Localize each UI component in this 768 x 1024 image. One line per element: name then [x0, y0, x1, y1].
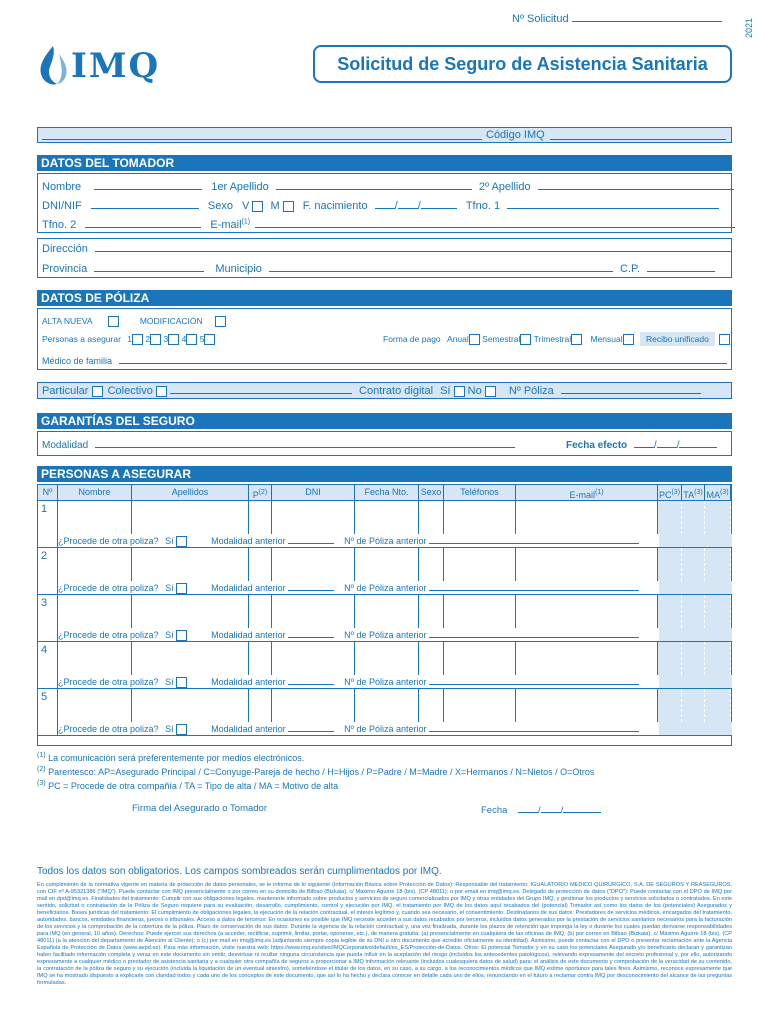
- personas-cell[interactable]: [705, 548, 731, 581]
- direccion-field[interactable]: [95, 242, 731, 252]
- semestral-label: Semestral: [482, 334, 521, 344]
- personas-cell[interactable]: [272, 689, 355, 722]
- page-title: Solicitud de Seguro de Asistencia Sanitaria: [337, 54, 708, 74]
- modalidad-anterior-label: Modalidad anterior: [211, 583, 286, 593]
- direccion-label: Dirección: [42, 243, 88, 255]
- procede-si-label: Sí: [165, 536, 174, 546]
- poliza-anterior-field[interactable]: [429, 581, 639, 591]
- firma-fecha-field[interactable]: [563, 803, 601, 813]
- footnotes: [37, 750, 732, 792]
- personas-label: Personas a asegurar: [42, 334, 121, 344]
- modificacion-label: MODIFICACIÓN: [139, 316, 203, 326]
- email-label: E-mail: [210, 219, 242, 231]
- alta-nueva-label: ALTA NUEVA: [42, 316, 93, 326]
- personas-cell[interactable]: [58, 548, 132, 581]
- procede-row: [58, 722, 659, 736]
- personas-2-checkbox[interactable]: [150, 334, 161, 345]
- logo-text: IMQ: [71, 46, 161, 86]
- personas-col-label: MA: [706, 490, 720, 500]
- apellido1-field[interactable]: [276, 180, 472, 190]
- personas-cell[interactable]: [658, 501, 682, 534]
- personas-cell[interactable]: [132, 689, 249, 722]
- note-1: [37, 750, 732, 764]
- personas-cell[interactable]: [682, 548, 705, 581]
- personas-col-label: PC: [658, 490, 672, 500]
- personas-cell[interactable]: [272, 548, 355, 581]
- personas-row-number: 4: [38, 642, 58, 675]
- note-3-text: PC = Procede de otra compañía / TA = Tipo de alta / MA = Motivo de alta: [48, 781, 339, 791]
- personas-col-header: [419, 485, 444, 501]
- personas-cell[interactable]: [249, 595, 272, 628]
- personas-cell[interactable]: [58, 501, 132, 534]
- personas-cell[interactable]: [272, 501, 355, 534]
- personas-cell[interactable]: [249, 689, 272, 722]
- personas-cell[interactable]: [419, 548, 444, 581]
- personas-cell[interactable]: [516, 642, 658, 675]
- nombre-label: Nombre: [42, 181, 82, 193]
- personas-cell[interactable]: [249, 642, 272, 675]
- obligatorios-note: Todos los datos son obligatorios. Los campos sombreados serán cumplimentados por IMQ.: [37, 866, 442, 877]
- personas-cell[interactable]: [658, 595, 682, 628]
- personas-col-label: Nº: [42, 487, 53, 497]
- tomador-section-title: DATOS DEL TOMADOR: [37, 155, 732, 171]
- apellido2-field[interactable]: [538, 180, 734, 190]
- particular-bar: [37, 382, 732, 399]
- codigo-label: Código IMQ: [486, 129, 545, 141]
- cp-label: C.P.: [619, 263, 640, 275]
- procede-si-label: Sí: [165, 583, 174, 593]
- personas-shaded-cell: [659, 628, 732, 642]
- nombre-field[interactable]: [94, 180, 202, 190]
- procede-si-label: Sí: [165, 630, 174, 640]
- personas-col-header: [249, 485, 272, 501]
- personas-cell[interactable]: [444, 548, 516, 581]
- firma-fecha-label: Fecha: [481, 805, 508, 816]
- legal-text: En cumplimiento de la normativa vigente en materia de protección de datos personales, se le informa de lo siguiente (Información Básica sobre Protección de Datos): Responsable del tratamiento: IGUALATORIO MÉDICO QUIRÚRGICO, S.A. DE SEGUROS Y REASEGUROS, con CIF nº A-95321386 ("IMQ"). Puede contactar con IMQ presencialmente o por correo en su domicilio de Bilbao (Bizkaia), c/ Máximo Aguirre 18 (bis), (CP 48011); o por email en imq@imq.es. Delegado de protección de datos ("DPO"): Puede contactar con el DPO de IMQ por mail en dpd@imq.es. Finalidades del tratamiento: Cumplir con sus obligaciones legales, mantenerle informado sobre productos y servicios de seguro comercializados por IMQ y otras entidades del Grupo IMQ, y gestionar los productos y servicios solicitados o contratados. En este sentido, solicitud o contratación de la Póliza de Seguro requiere para su evaluación, desarrollo, cumplimiento, control y ejecución por IMQ, el tratamiento por IMQ de los datos aquí recabados del (potencial) Tomador así como los datos de los (potenciales) Asegurados y beneficiarios. Bases jurídicas del tratamiento: El cumplimiento de obligaciones legales, la ejecución de la relación contractual, el interés legítimo y, cuando sea necesario, el consentimiento. Destinatarios de sus datos: Prestadores de servicios médicos, encargados del tratamiento, autoridades, bancos, entidades financieras, jueces o tribunales. Acceso a datos de terceros: En ocasiones es posible que IMQ necesite acceder a sus datos recabados por terceros, incluidos datos generados por la prestación de servicios sanitarios necesarios para la facturación de los servicios y la comprobación de la cobertura de la póliza. Plazo de conservación de sus datos: Durante la vigencia de la relación contractual y, una vez finalizada, durante los plazos de retención que imponga la ley o durante los cuales puedan derivarse responsabilidades para IMQ (en general, 10 años). Derechos: Puede ejercer sus derechos (a acceder, rectificar, suprimir, limitar, portar, oponerse, etc.), de manera gratuita: (a) presencialmente en cualquiera de las oficinas de IMQ; (b) por correo en Bilbao (Bizkaia), c/ Máximo Aguirre 18 (bis), (CP 48011) (a la atención del departamento de Atención al Cliente); o (c) por mail en imq@imq.es (adjuntando siempre copia legible de su DNI u otro documento que acredite oficialmente su identidad). Asimismo, puede contactar con el DPO o presentar reclamación ante la Agencia Española de Protección de Datos (www.aepd.es). Para más información, visite nuestra web: https://www.imq.es/sites/IMQCorporativo/default/es_ES/Protección-de-Datos. Otros: El potencial Tomador y en su caso los potenciales Asegurado y/o beneficiario declaran y garantizan haber facilitado información completa y veraz en este documento sin omitir, desvirtuar ni ocultar ninguna circunstancia que pueda influir en la aceptación del riesgo (incluidos los antecedentes patológicos), relevando expresamente del secreto profesional y, por ello, autorizando expresamente a cualquier médico o prestador de asistencia sanitaria y a cualquier otra compañía de seguros a proporcionar a IMQ información relevante (incluidos cualesquiera datos de salud) para: el análisis de este documento y comprobación de la veracidad de su contenido, la contratación de la póliza de seguro y su ejecución (incluida la liquidación de un eventual siniestro), sometiéndose el titular de los datos, en su caso, a su cargo, a los reconocimientos médicos que IMQ estime oportunos para tales fines. Asimismo, reconoce expresamente que IMQ se ha mostrado dispuesto a explicarle con claridad todos y cada uno de los conceptos de este documento, que así lo ha hecho y declara conocer en detalle cada uno de ellos, renunciando en el futuro a reclamar contra IMQ por desconocimiento del alcance de las preguntas formuladas.: [37, 882, 732, 986]
- note-2-text: Parentesco: AP=Asegurado Principal / C=Conyuge-Pareja de hecho / H=Hijos / P=Padre / M=Madre / X=Hermanos / N=Nietos / O=Otros: [48, 767, 595, 777]
- personas-col-header: [272, 485, 355, 501]
- personas-cell[interactable]: [682, 642, 705, 675]
- forma-pago-label: Forma de pago: [383, 334, 441, 344]
- sexo-v-checkbox[interactable]: [252, 201, 263, 212]
- semestral-checkbox[interactable]: [520, 334, 531, 345]
- cp-field[interactable]: [647, 262, 715, 272]
- personas-cell[interactable]: [682, 501, 705, 534]
- personas-col-header: [682, 485, 705, 501]
- personas-col-header: [658, 485, 682, 501]
- personas-cell[interactable]: [516, 595, 658, 628]
- tfno1-label: Tfno. 1: [465, 200, 501, 212]
- procede-label: ¿Procede de otra poliza?: [58, 724, 159, 734]
- personas-num-4: 4: [181, 334, 187, 344]
- personas-col-header: [516, 485, 658, 501]
- modalidad-anterior-label: Modalidad anterior: [211, 630, 286, 640]
- procede-row: [58, 581, 659, 595]
- garantias-section-title: GARANTÍAS DEL SEGURO: [37, 413, 732, 429]
- personas-col-note: (1): [594, 489, 604, 496]
- personas-4-checkbox[interactable]: [186, 334, 197, 345]
- personas-col-header: [444, 485, 516, 501]
- tfno2-field[interactable]: [85, 218, 201, 228]
- particular-label: Particular: [42, 385, 89, 397]
- procede-row: [58, 534, 659, 548]
- poliza-anterior-label: Nº de Póliza anterior: [344, 630, 427, 640]
- personas-cell[interactable]: [444, 642, 516, 675]
- imq-logo: [35, 42, 175, 88]
- anual-label: Anual: [447, 334, 469, 344]
- personas-cell[interactable]: [658, 689, 682, 722]
- personas-col-note: (2): [258, 489, 268, 496]
- personas-cell[interactable]: [705, 642, 731, 675]
- personas-number-column: [38, 722, 58, 736]
- year-label: 2021: [744, 17, 754, 38]
- modificacion-checkbox[interactable]: [215, 316, 226, 327]
- colectivo-checkbox[interactable]: [156, 386, 167, 397]
- personas-cell[interactable]: [516, 689, 658, 722]
- fecha-efecto-field[interactable]: [679, 438, 717, 448]
- tfno2-label: Tfno. 2: [42, 219, 77, 231]
- personas-row-number: 5: [38, 689, 58, 722]
- title-box: [313, 45, 732, 83]
- procede-label: ¿Procede de otra poliza?: [58, 677, 159, 687]
- email-field[interactable]: [255, 218, 735, 228]
- personas-cell[interactable]: [658, 548, 682, 581]
- personas-col-label: TA: [683, 490, 695, 500]
- note-1-mark: (1): [37, 752, 46, 759]
- personas-row-number: 2: [38, 548, 58, 581]
- personas-cell[interactable]: [658, 642, 682, 675]
- note-2-mark: (2): [37, 766, 46, 773]
- modalidad-anterior-label: Modalidad anterior: [211, 536, 286, 546]
- modalidad-label: Modalidad: [42, 440, 89, 451]
- recibo-unificado-checkbox[interactable]: [719, 334, 730, 345]
- personas-3-checkbox[interactable]: [168, 334, 179, 345]
- personas-shaded-cell: [659, 534, 732, 548]
- modalidad-anterior-label: Modalidad anterior: [211, 677, 286, 687]
- colectivo-field[interactable]: [170, 384, 352, 394]
- apellido1-label: 1er Apellido: [211, 181, 269, 193]
- personas-cell[interactable]: [249, 501, 272, 534]
- dni-label: DNI/NIF: [42, 200, 82, 212]
- personas-cell[interactable]: [705, 689, 731, 722]
- sexo-m-checkbox[interactable]: [283, 201, 294, 212]
- modalidad-anterior-field[interactable]: [288, 675, 334, 685]
- medico-label: Médico de familia: [42, 356, 113, 366]
- modalidad-anterior-field[interactable]: [288, 722, 334, 732]
- poliza-anterior-field[interactable]: [429, 675, 639, 685]
- personas-cell[interactable]: [444, 501, 516, 534]
- procede-label: ¿Procede de otra poliza?: [58, 536, 159, 546]
- personas-col-label: E-mail: [569, 490, 595, 500]
- personas-cell[interactable]: [516, 501, 658, 534]
- date-sep: /: [417, 200, 421, 212]
- procede-label: ¿Procede de otra poliza?: [58, 583, 159, 593]
- sexo-m-label: M: [270, 200, 280, 212]
- personas-cell[interactable]: [419, 501, 444, 534]
- flame-icon: [35, 42, 75, 88]
- procede-label: ¿Procede de otra poliza?: [58, 630, 159, 640]
- personas-cell[interactable]: [355, 595, 419, 628]
- note-2: [37, 764, 732, 778]
- procede-si-checkbox[interactable]: [176, 583, 187, 594]
- provincia-label: Provincia: [42, 263, 88, 275]
- nacimiento-field[interactable]: [421, 199, 457, 209]
- personas-cell[interactable]: [705, 595, 731, 628]
- colectivo-label: Colectivo: [107, 385, 153, 397]
- modalidad-field[interactable]: [95, 438, 515, 448]
- personas-cell[interactable]: [58, 642, 132, 675]
- provincia-field[interactable]: [94, 262, 204, 272]
- personas-col-label: Apellidos: [171, 487, 209, 497]
- tfno1-field[interactable]: [507, 199, 719, 209]
- modalidad-anterior-field[interactable]: [288, 628, 334, 638]
- personas-row-number: 3: [38, 595, 58, 628]
- personas-col-label: Sexo: [420, 487, 442, 497]
- personas-number-column: [38, 675, 58, 689]
- personas-cell[interactable]: [249, 548, 272, 581]
- recibo-unificado-label: Recibo unificado: [640, 332, 715, 346]
- personas-cell[interactable]: [355, 501, 419, 534]
- personas-cell[interactable]: [682, 689, 705, 722]
- personas-number-column: [38, 534, 58, 548]
- municipio-field[interactable]: [269, 262, 613, 272]
- anual-checkbox[interactable]: [469, 334, 480, 345]
- personas-col-label: Nombre: [78, 487, 111, 497]
- procede-si-checkbox[interactable]: [176, 536, 187, 547]
- personas-cell[interactable]: [58, 689, 132, 722]
- poliza-anterior-label: Nº de Póliza anterior: [344, 724, 427, 734]
- contrato-si-checkbox[interactable]: [454, 386, 465, 397]
- municipio-label: Municipio: [215, 263, 262, 275]
- poliza-anterior-label: Nº de Póliza anterior: [344, 536, 427, 546]
- personas-cell[interactable]: [355, 642, 419, 675]
- solicitud-field[interactable]: [512, 12, 728, 25]
- personas-cell[interactable]: [419, 595, 444, 628]
- personas-col-label: DNI: [305, 487, 321, 497]
- personas-num-3: 3: [163, 334, 169, 344]
- personas-cell[interactable]: [132, 595, 249, 628]
- personas-col-header: [58, 485, 132, 501]
- personas-cell[interactable]: [272, 642, 355, 675]
- firma-label: Firma del Asegurado o Tomador: [132, 803, 268, 814]
- procede-si-label: Sí: [165, 724, 174, 734]
- personas-cell[interactable]: [355, 689, 419, 722]
- medico-field[interactable]: [119, 354, 727, 364]
- personas-col-label: P: [252, 490, 259, 500]
- personas-cell[interactable]: [132, 548, 249, 581]
- mensual-checkbox[interactable]: [623, 334, 634, 345]
- personas-cell[interactable]: [444, 595, 516, 628]
- personas-cell[interactable]: [705, 501, 731, 534]
- contrato-no-checkbox[interactable]: [485, 386, 496, 397]
- note-1-text: La comunicación será preferentemente por medios electrónicos.: [48, 753, 305, 763]
- personas-cell[interactable]: [444, 689, 516, 722]
- contrato-si-label: Sí: [440, 385, 451, 397]
- email-note: (1): [241, 218, 251, 226]
- contrato-no-label: No: [467, 385, 482, 397]
- personas-cell[interactable]: [682, 595, 705, 628]
- procede-si-checkbox[interactable]: [176, 724, 187, 735]
- personas-cell[interactable]: [132, 642, 249, 675]
- personas-col-header: [132, 485, 249, 501]
- apellido2-label: 2º Apellido: [478, 181, 531, 193]
- personas-shaded-cell: [659, 581, 732, 595]
- sexo-v-label: V: [242, 200, 250, 212]
- note-3-mark: (3): [37, 780, 46, 787]
- personas-num-5: 5: [199, 334, 205, 344]
- personas-num-2: 2: [145, 334, 151, 344]
- fecha-efecto-label: Fecha efecto: [566, 440, 628, 451]
- personas-1-checkbox[interactable]: [132, 334, 143, 345]
- trimestral-checkbox[interactable]: [571, 334, 582, 345]
- particular-checkbox[interactable]: [92, 386, 103, 397]
- contrato-digital-label: Contrato digital: [359, 385, 434, 397]
- procede-si-checkbox[interactable]: [176, 677, 187, 688]
- personas-col-header: [38, 485, 58, 501]
- personas-shaded-cell: [659, 675, 732, 689]
- personas-cell[interactable]: [419, 689, 444, 722]
- procede-si-checkbox[interactable]: [176, 630, 187, 641]
- personas-col-header: [705, 485, 731, 501]
- procede-si-label: Sí: [165, 677, 174, 687]
- trimestral-label: Trimestral: [533, 334, 572, 344]
- personas-cell[interactable]: [132, 501, 249, 534]
- personas-cell[interactable]: [355, 548, 419, 581]
- personas-num-1: 1: [127, 334, 133, 344]
- modalidad-anterior-label: Modalidad anterior: [211, 724, 286, 734]
- personas-col-header: [355, 485, 419, 501]
- personas-cell[interactable]: [272, 595, 355, 628]
- modalidad-anterior-field[interactable]: [288, 581, 334, 591]
- codigo-imq-bar: [37, 127, 732, 143]
- sexo-label: Sexo: [207, 200, 233, 212]
- personas-col-note: (3): [694, 489, 703, 496]
- personas-row-number: 1: [38, 501, 58, 534]
- mensual-label: Mensual: [590, 334, 623, 344]
- poliza-anterior-field[interactable]: [429, 534, 639, 544]
- alta-nueva-checkbox[interactable]: [108, 316, 119, 327]
- personas-shaded-cell: [659, 722, 732, 736]
- personas-5-checkbox[interactable]: [204, 334, 215, 345]
- num-poliza-field[interactable]: [561, 384, 701, 394]
- personas-number-column: [38, 581, 58, 595]
- note-3: [37, 778, 732, 792]
- personas-col-label: Fecha Nto.: [364, 487, 409, 497]
- poliza-anterior-label: Nº de Póliza anterior: [344, 583, 427, 593]
- procede-row: [58, 628, 659, 642]
- procede-row: [58, 675, 659, 689]
- modalidad-anterior-field[interactable]: [288, 534, 334, 544]
- personas-number-column: [38, 628, 58, 642]
- personas-cell[interactable]: [516, 548, 658, 581]
- personas-cell[interactable]: [58, 595, 132, 628]
- personas-col-note: (3): [671, 489, 681, 496]
- personas-cell[interactable]: [419, 642, 444, 675]
- personas-section-title: PERSONAS A ASEGURAR: [37, 466, 732, 482]
- poliza-anterior-label: Nº de Póliza anterior: [344, 677, 427, 687]
- poliza-anterior-field[interactable]: [429, 722, 639, 732]
- num-poliza-label: Nº Póliza: [508, 385, 554, 397]
- personas-col-label: Teléfonos: [460, 487, 499, 497]
- poliza-anterior-field[interactable]: [429, 628, 639, 638]
- poliza-section-title: DATOS DE PÓLIZA: [37, 290, 732, 306]
- nacimiento-label: F. nacimiento: [302, 200, 368, 212]
- date-sep: /: [394, 200, 398, 212]
- personas-col-note: (3): [719, 489, 729, 496]
- solicitud-label: Nº Solicitud: [512, 13, 569, 25]
- dni-field[interactable]: [91, 199, 199, 209]
